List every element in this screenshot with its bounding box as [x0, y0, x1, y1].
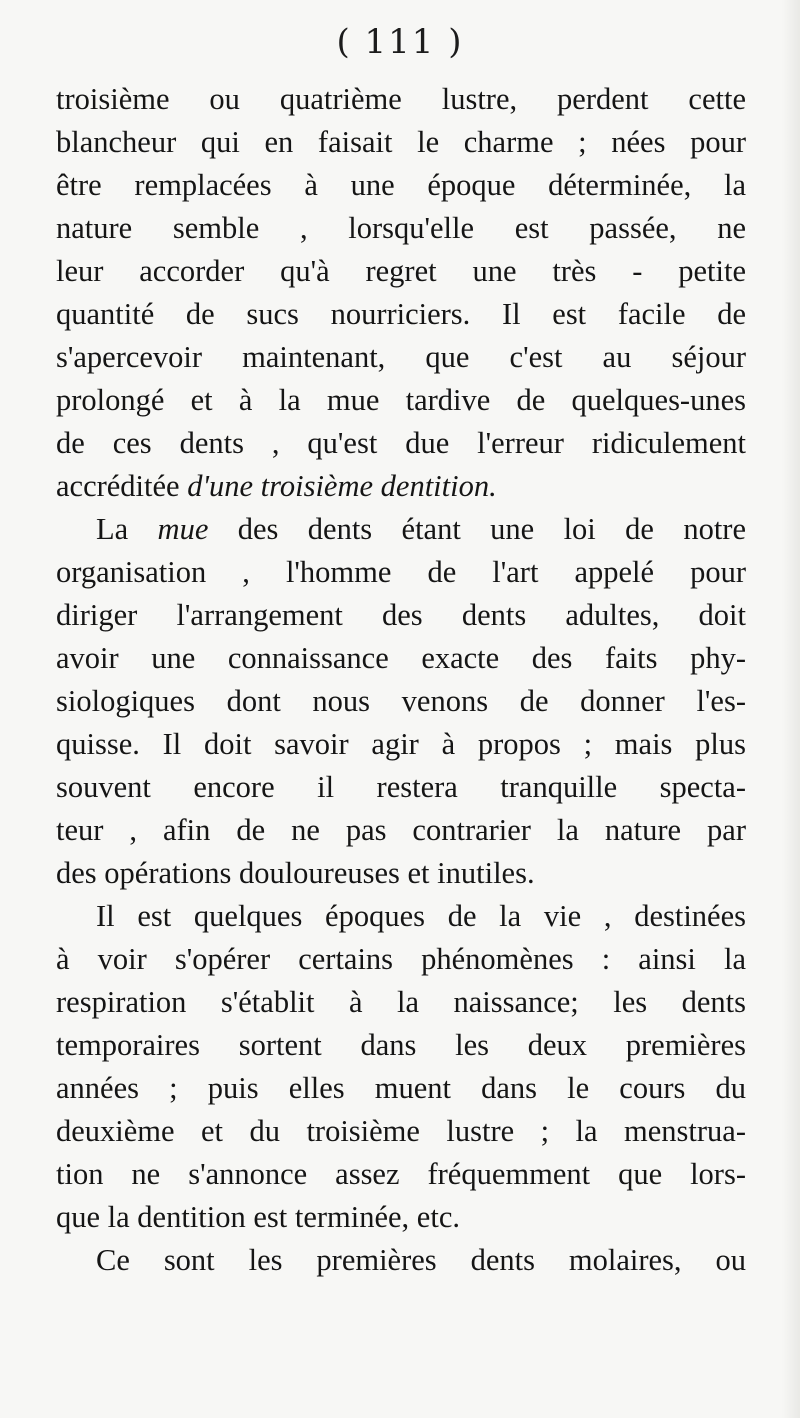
page-number: ( 111 )	[336, 22, 464, 62]
italic-run: mue	[157, 512, 209, 546]
page-edge-shadow	[782, 0, 800, 1418]
text-line: diriger l'arrangement des dents adultes, doit	[56, 598, 746, 632]
text-line: être remplacées à une époque déterminée, la	[56, 168, 746, 202]
text-line: de ces dents , qu'est due l'erreur ridiculement	[56, 426, 746, 460]
text-line: siologiques dont nous venons de donner l'es-	[56, 684, 746, 718]
text-line: teur , afin de ne pas contrarier la nature par	[56, 813, 746, 847]
text-line	[56, 508, 746, 551]
text-line: des opérations douloureuses et inutiles.	[56, 856, 535, 890]
text-line: quisse. Il doit savoir agir à propos ; mais plus	[56, 727, 746, 761]
text-line: que la dentition est terminée, etc.	[56, 1200, 460, 1234]
text-line: avoir une connaissance exacte des faits phy-	[56, 641, 746, 675]
text-line: années ; puis elles muent dans le cours du	[56, 1071, 746, 1105]
text-line: Ce sont les premières dents molaires, ou	[96, 1243, 746, 1277]
text-line: organisation , l'homme de l'art appelé pour	[56, 555, 746, 589]
text-line: prolongé et à la mue tardive de quelques-unes	[56, 383, 746, 417]
text-line: s'apercevoir maintenant, que c'est au séjour	[56, 340, 746, 374]
text-run: La	[96, 512, 158, 546]
text-line: souvent encore il restera tranquille specta-	[56, 770, 746, 804]
text-line	[56, 465, 746, 508]
text-line: nature semble , lorsqu'elle est passée, ne	[56, 211, 746, 245]
text-line: quantité de sucs nourriciers. Il est facile de	[56, 297, 746, 331]
text-line: blancheur qui en faisait le charme ; nées pour	[56, 125, 746, 159]
body-text	[56, 78, 746, 1282]
text-line: troisième ou quatrième lustre, perdent cette	[56, 82, 746, 116]
text-line: tion ne s'annonce assez fréquemment que lors-	[56, 1157, 746, 1191]
text-line: deuxième et du troisième lustre ; la menstrua-	[56, 1114, 746, 1148]
text-line: Il est quelques époques de la vie , destinées	[96, 899, 746, 933]
italic-run: d'une troisième dentition.	[187, 469, 497, 503]
text-line: leur accorder qu'à regret une très - petite	[56, 254, 746, 288]
text-run: accréditée	[56, 469, 188, 503]
text-line: respiration s'établit à la naissance; les dents	[56, 985, 746, 1019]
text-run: des dents étant une loi de notre	[208, 512, 746, 546]
text-line: temporaires sortent dans les deux premières	[56, 1028, 746, 1062]
text-line: à voir s'opérer certains phénomènes : ainsi la	[56, 942, 746, 976]
